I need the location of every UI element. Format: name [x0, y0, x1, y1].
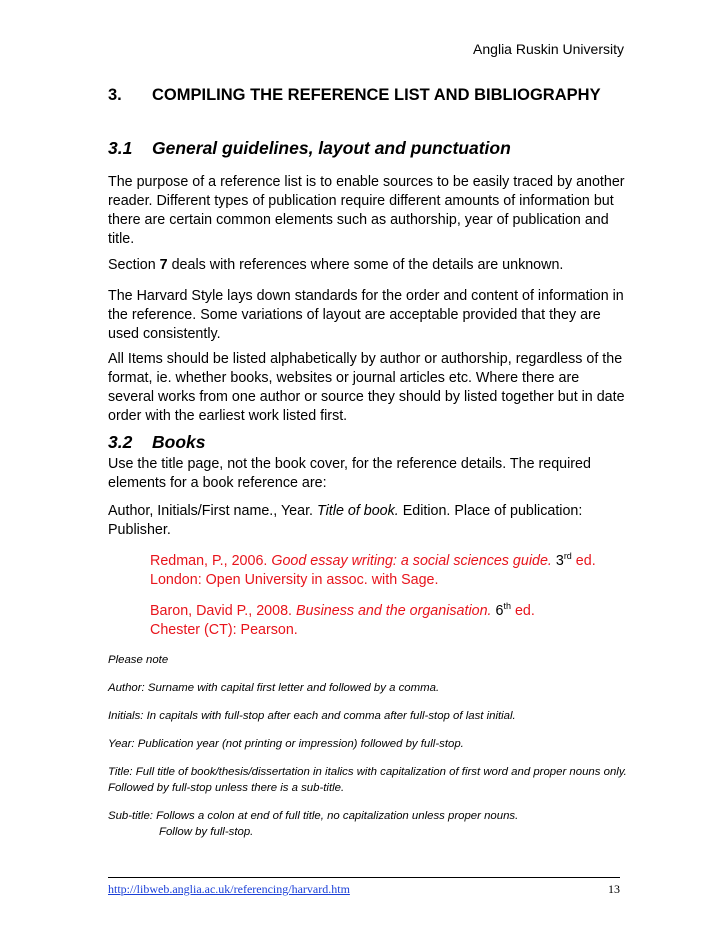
- paragraph-section-7: [108, 256, 628, 275]
- ref-edition-sup: th: [503, 601, 511, 612]
- text-span: deals with references where some of the details are unknown.: [167, 257, 564, 273]
- subsection-heading-3-2: [108, 432, 205, 453]
- paragraph-alphabetical: All Items should be listed alphabetically by author or authorship, regardless of the format, ie. whether books, websites or journal articles etc. Where there are several works from one author or source they should by listed together but in date order with the earliest work listed first.: [108, 351, 625, 424]
- paragraph-book-format: [108, 502, 628, 540]
- paragraph-harvard-style: The Harvard Style lays down standards for the order and content of information in the reference. Some variations of layout are acceptable provided that they are used consistently.: [108, 288, 624, 342]
- paragraph-purpose: The purpose of a reference list is to enable sources to be easily traced by another reader. Different types of publication require different amounts of information but there are certain common elements such as authorship, year of publication and title.: [108, 174, 625, 247]
- subsection-number: 3.2: [108, 432, 133, 452]
- section-number: 3.: [108, 86, 122, 104]
- footer-divider: [108, 877, 620, 878]
- text-span: Section: [108, 257, 160, 273]
- note-author: Author: Surname with capital first letter and followed by a comma.: [108, 682, 440, 694]
- subsection-heading-3-1: [108, 138, 511, 159]
- footer-url-link[interactable]: http://libweb.anglia.ac.uk/referencing/harvard.htm: [108, 882, 350, 896]
- ref-edition-suffix: ed.: [571, 553, 596, 569]
- page-header: Anglia Ruskin University: [473, 41, 624, 57]
- ref-edition-suffix: ed.: [510, 603, 535, 619]
- note-heading: Please note: [108, 654, 169, 666]
- ref-publication: Chester (CT): Pearson.: [150, 622, 298, 638]
- note-initials: Initials: In capitals with full-stop after each and comma after full-stop of last initial.: [108, 710, 516, 722]
- paragraph-books-intro: Use the title page, not the book cover, for the reference details. The required elements for a book reference are:: [108, 456, 591, 491]
- ref-title: Good essay writing: a social sciences guide.: [271, 553, 552, 569]
- subsection-title: General guidelines, layout and punctuation: [152, 138, 511, 158]
- subsection-title: Books: [152, 432, 206, 452]
- ref-author-year: Baron, David P., 2008.: [150, 603, 296, 619]
- example-reference-redman: [150, 552, 620, 590]
- ref-title: Business and the organisation.: [295, 603, 492, 619]
- section-heading: [108, 86, 601, 105]
- ref-publication: London: Open University in assoc. with Sage.: [150, 572, 439, 588]
- section-title: COMPILING THE REFERENCE LIST AND BIBLIOGRAPHY: [152, 86, 601, 104]
- text-span: Edition. Place of publication: Publisher.: [108, 503, 583, 538]
- note-subtitle: [108, 808, 628, 840]
- italic-title: Title of book.: [317, 503, 399, 519]
- note-subtitle-line2: Follow by full-stop.: [159, 826, 254, 838]
- section-ref-bold: 7: [159, 257, 168, 273]
- example-reference-baron: [150, 602, 620, 640]
- ref-edition-number: 3: [551, 553, 564, 569]
- note-year: Year: Publication year (not printing or impression) followed by full-stop.: [108, 738, 464, 750]
- ref-author-year: Redman, P., 2006.: [150, 553, 272, 569]
- page-number: 13: [608, 882, 620, 896]
- note-subtitle-line1: Sub-title: Follows a colon at end of full title, no capitalization unless proper nouns.: [108, 810, 519, 822]
- ref-edition-number: 6: [491, 603, 504, 619]
- text-span: Author, Initials/First name., Year.: [108, 503, 318, 519]
- note-title: Title: Full title of book/thesis/dissertation in italics with capitalization of first word and proper nouns only. Followed by full-stop unless there is a sub-title.: [108, 766, 627, 794]
- subsection-number: 3.1: [108, 138, 133, 158]
- ref-edition-sup: rd: [563, 551, 572, 562]
